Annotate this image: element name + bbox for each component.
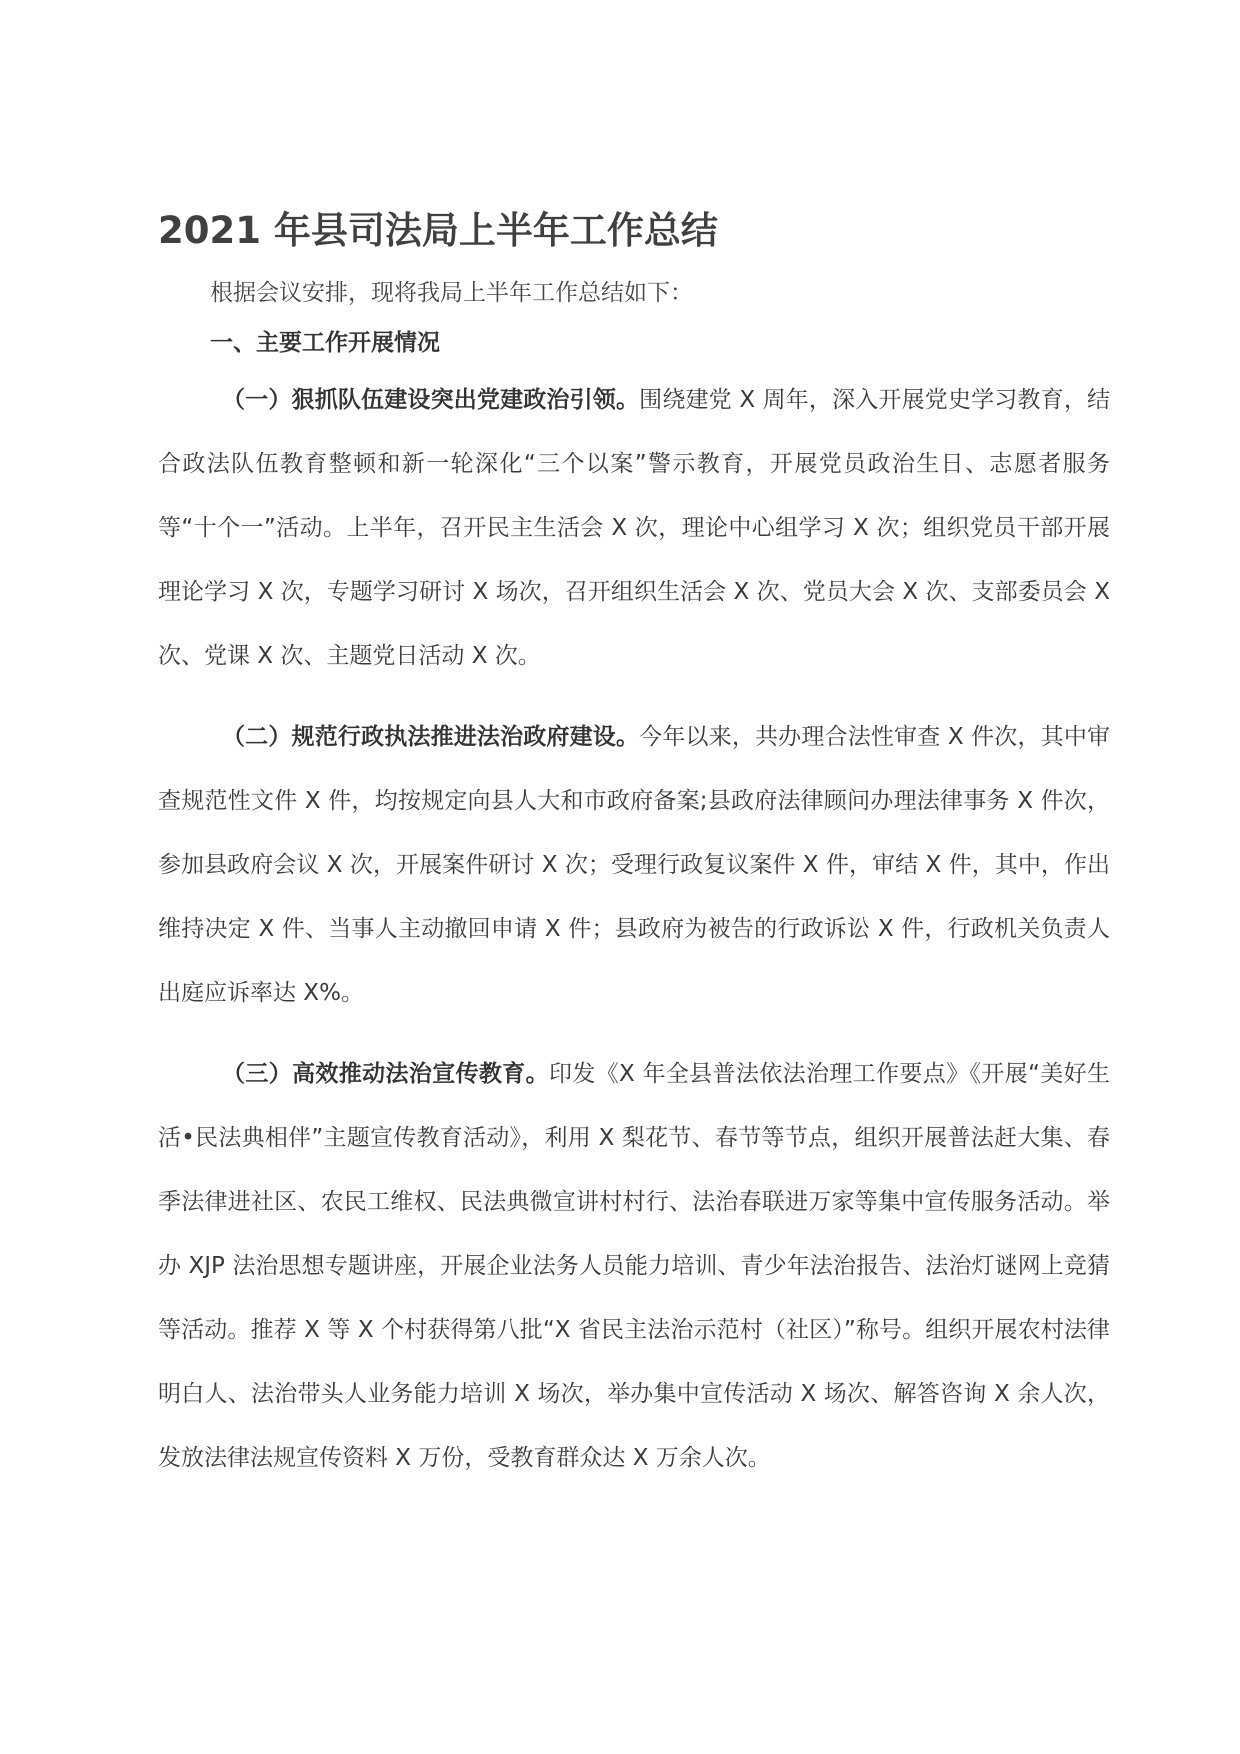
paragraph-body: 围绕建党 X 周年，深入开展党史学习教育，结合政法队伍教育整顿和新一轮深化“三个以案”警示教育，开展党员政治生日、志愿者服务等“十个一”活动。上半年，召开民主生活会 X 次，理论中心组学习 X 次；组织党员干部开展理论学习 X 次，专题学习研讨 X 场次，召开组织生活会 X 次、党员大会 X 次、支部委员会 X 次、党课 X 次、主题党日活动 X 次。 xyxy=(158,387,1110,669)
paragraph-lead: （一）狠抓队伍建设突出党建政治引领。 xyxy=(222,387,640,413)
paragraph-administrative-law xyxy=(158,705,1110,1025)
document-title: 2021 年县司法局上半年工作总结 xyxy=(158,209,718,252)
paragraph-body: 印发《X 年全县普法依法治理工作要点》《开展“美好生活•民法典相伴”主题宣传教育活动》，利用 X 梨花节、春节等节点，组织开展普法赶大集、春季法律进社区、农民工维权、民法典微宣讲村村行、法治春联进万家等集中宣传服务活动。举办 XJP 法治思想专题讲座，开展企业法务人员能力培训、青少年法治报告、法治灯谜网上竞猜等活动。推荐 X 等 X 个村获得第八批“X 省民主法治示范村（社区）”称号。组织开展农村法律明白人、法治带头人业务能力培训 X 场次，举办集中宣传活动 X 场次、解答咨询 X 余人次，发放法律法规宣传资料 X 万份，受教育群众达 X 万余人次。 xyxy=(158,1061,1111,1471)
paragraph-lead: （二）规范行政执法推进法治政府建设。 xyxy=(222,724,640,750)
paragraph-party-building xyxy=(158,368,1110,688)
paragraph-body: 今年以来，共办理合法性审查 X 件次，其中审查规范性文件 X 件，均按规定向县人大和市政府备案;县政府法律顾问办理法律事务 X 件次，参加县政府会议 X 次，开展案件研讨 X 次；受理行政复议案件 X 件，审结 X 件，其中，作出维持决定 X 件、当事人主动撤回申请 X 件；县政府为被告的行政诉讼 X 件，行政机关负责人出庭应诉率达 X%。 xyxy=(158,724,1110,1006)
section-heading: 一、主要工作开展情况 xyxy=(210,330,440,356)
paragraph-legal-education xyxy=(158,1042,1110,1490)
paragraph-lead: （三）高效推动法治宣传教育。 xyxy=(222,1061,549,1087)
intro-text: 根据会议安排，现将我局上半年工作总结如下： xyxy=(210,280,693,306)
